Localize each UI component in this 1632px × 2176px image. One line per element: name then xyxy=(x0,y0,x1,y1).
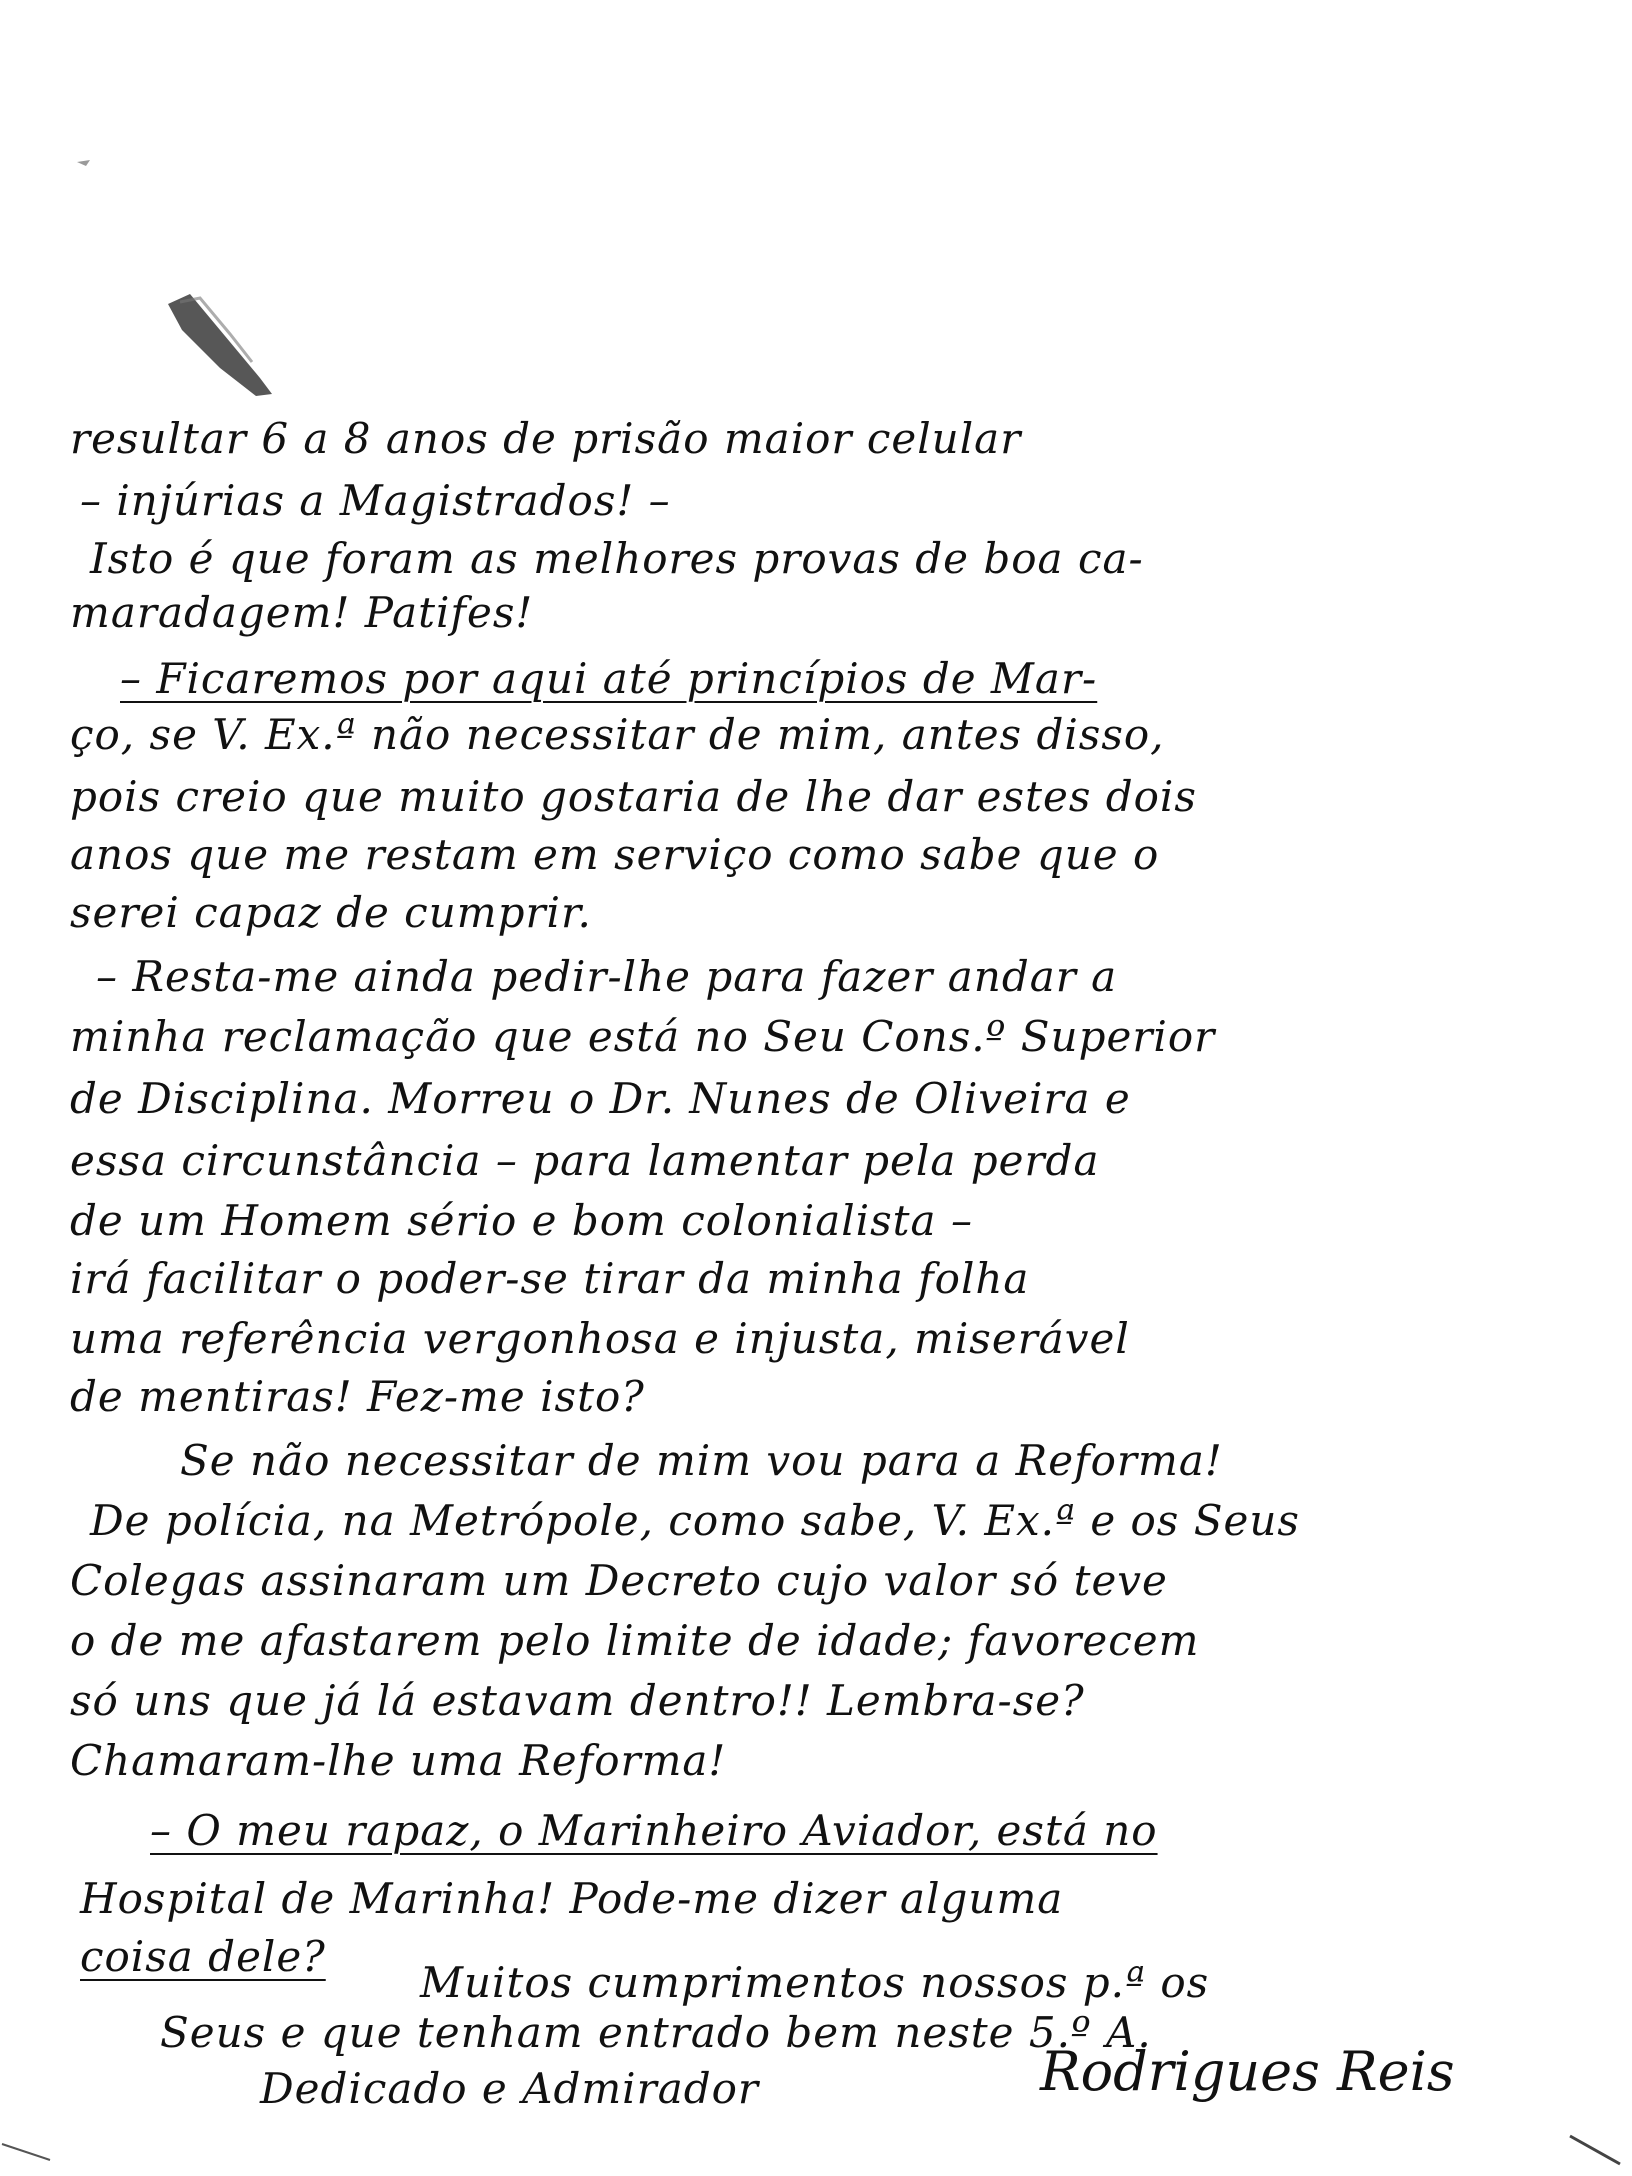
letter-line-24: – O meu rapaz, o Marinheiro Aviador, está no xyxy=(150,1806,1158,1855)
scan-edge-left xyxy=(0,2140,60,2170)
scan-speck xyxy=(76,156,92,168)
letter-line-12: de Disciplina. Morreu o Dr. Nunes de Oliveira e xyxy=(70,1074,1131,1123)
letter-line-8: anos que me restam em serviço como sabe que o xyxy=(70,830,1160,879)
letter-line-6: ço, se V. Ex.ª não necessitar de mim, antes disso, xyxy=(70,710,1165,759)
letter-line-22: só uns que já lá estavam dentro!! Lembra-se? xyxy=(70,1676,1085,1725)
letter-line-25: Hospital de Marinha! Pode-me dizer alguma xyxy=(80,1874,1064,1923)
letter-line-26: coisa dele? xyxy=(80,1932,326,1981)
letter-line-16: uma referência vergonhosa e injusta, miserável xyxy=(70,1314,1130,1363)
letter-line-10: – Resta-me ainda pedir-lhe para fazer andar a xyxy=(96,952,1118,1001)
letter-line-17: de mentiras! Fez-me isto? xyxy=(70,1372,645,1421)
letter-line-23: Chamaram-lhe uma Reforma! xyxy=(70,1736,727,1785)
letter-line-15: irá facilitar o poder-se tirar da minha folha xyxy=(70,1254,1030,1303)
letter-line-27: Muitos cumprimentos nossos p.ª os xyxy=(420,1958,1210,2007)
letter-line-9: serei capaz de cumprir. xyxy=(70,888,592,937)
ink-blot xyxy=(160,290,280,400)
letter-line-28: Seus e que tenham entrado bem neste 5.º A. xyxy=(160,2008,1152,2057)
letter-line-29: Dedicado e Admirador xyxy=(260,2064,759,2113)
letter-line-3: Isto é que foram as melhores provas de boa ca- xyxy=(90,534,1144,583)
letter-line-11: minha reclamação que está no Seu Cons.º Superior xyxy=(70,1012,1216,1061)
letter-line-20: Colegas assinaram um Decreto cujo valor só teve xyxy=(70,1556,1168,1605)
letter-line-21: o de me afastarem pelo limite de idade; favorecem xyxy=(70,1616,1200,1665)
letter-line-7: pois creio que muito gostaria de lhe dar estes dois xyxy=(70,772,1197,821)
letter-line-4: maradagem! Patifes! xyxy=(70,588,534,637)
signature: Rodrigues Reis xyxy=(1040,2040,1455,2103)
letter-line-18: Se não necessitar de mim vou para a Reforma! xyxy=(180,1436,1223,1485)
letter-line-2: – injúrias a Magistrados! – xyxy=(80,476,671,525)
letter-line-1: resultar 6 a 8 anos de prisão maior celular xyxy=(70,414,1022,463)
letter-line-5: – Ficaremos por aqui até princípios de Mar- xyxy=(120,654,1098,703)
letter-line-19: De polícia, na Metrópole, como sabe, V. Ex.ª e os Seus xyxy=(90,1496,1300,1545)
letter-line-14: de um Homem sério e bom colonialista – xyxy=(70,1196,973,1245)
letter-line-13: essa circunstância – para lamentar pela perda xyxy=(70,1136,1100,1185)
scan-edge-right xyxy=(1560,2130,1630,2170)
